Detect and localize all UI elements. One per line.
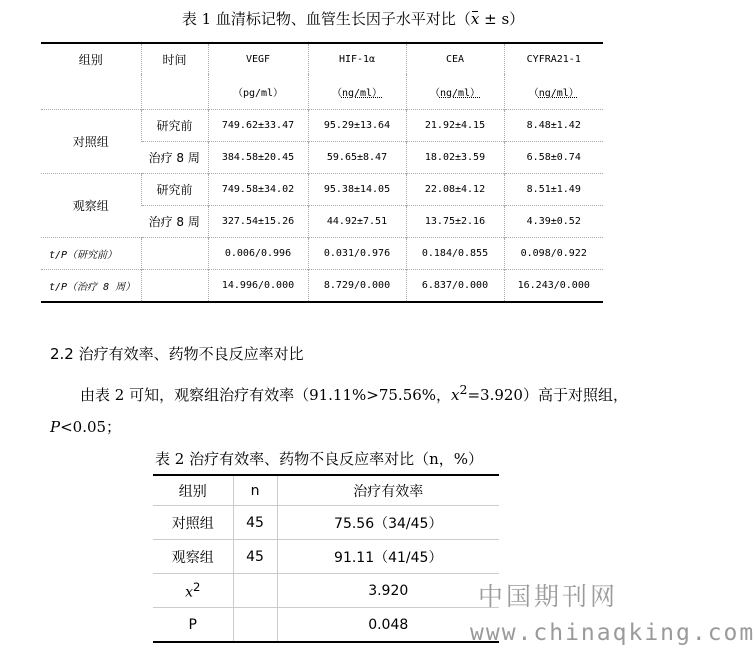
value-cell: 21.92±4.15 <box>406 110 504 142</box>
chi-label: $x^2$ <box>153 574 233 608</box>
mean-symbol: x <box>470 10 480 28</box>
stats-cell: 14.996/0.000 <box>208 270 308 303</box>
paragraph-line-2: P<0.05； <box>50 418 122 436</box>
unit-cyfra: （ng/ml） <box>504 74 603 110</box>
time-cell: 治疗 8 周 <box>141 206 208 238</box>
rate-cell: 75.56（34/45） <box>277 506 499 540</box>
p-symbol: P <box>50 418 61 436</box>
value-cell: 327.54±15.26 <box>208 206 308 238</box>
stats-cell: 0.098/0.922 <box>504 238 603 270</box>
table1-header-row <box>41 43 603 74</box>
table-row <box>41 174 603 206</box>
header-group: 组别 <box>41 43 141 74</box>
p-label: P <box>153 608 233 643</box>
chi-symbol: x <box>451 386 460 404</box>
value-cell: 749.58±34.02 <box>208 174 308 206</box>
unit-cea: （ng/ml） <box>406 74 504 110</box>
watermark-cn: 中国期刊网 <box>478 582 619 611</box>
header-rate: 治疗有效率 <box>277 475 499 506</box>
header-time: 时间 <box>141 43 208 74</box>
rate-cell: 91.11（41/45） <box>277 540 499 574</box>
value-cell: 8.48±1.42 <box>504 110 603 142</box>
header-vegf: VEGF <box>208 43 308 74</box>
group-name: 对照组 <box>153 506 233 540</box>
value-cell: 22.08±4.12 <box>406 174 504 206</box>
unit-hif: （ng/ml） <box>308 74 406 110</box>
header-cea: CEA <box>406 43 504 74</box>
stats-row <box>41 270 603 303</box>
header-hif: HIF-1α <box>308 43 406 74</box>
stats-cell: 8.729/0.000 <box>308 270 406 303</box>
table-row <box>153 506 499 540</box>
value-cell: 4.39±0.52 <box>504 206 603 238</box>
table2-header-row <box>153 475 499 506</box>
table1-title-suffix: ± s） <box>479 10 525 28</box>
stats-cell: 6.837/0.000 <box>406 270 504 303</box>
header-n: n <box>233 475 277 506</box>
chi-value: 3.920 <box>277 574 499 608</box>
value-cell: 384.58±20.45 <box>208 142 308 174</box>
value-cell: 95.29±13.64 <box>308 110 406 142</box>
stats-cell: 0.006/0.996 <box>208 238 308 270</box>
group-name: 观察组 <box>153 540 233 574</box>
watermark-url: www.chinaqking.com <box>470 620 755 646</box>
stats-cell: 0.031/0.976 <box>308 238 406 270</box>
header-group: 组别 <box>153 475 233 506</box>
group-name: 观察组 <box>41 174 141 238</box>
stats-cell: 16.243/0.000 <box>504 270 603 303</box>
table1 <box>41 42 603 303</box>
time-cell: 研究前 <box>141 110 208 142</box>
stats-label: t/P（治疗 8 周） <box>41 270 141 303</box>
stats-label: t/P（研究前） <box>41 238 141 270</box>
value-cell: 13.75±2.16 <box>406 206 504 238</box>
chi-superscript: 2 <box>459 382 468 397</box>
table1-title-prefix: 表 1 血清标记物、血管生长因子水平对比（ <box>181 10 471 28</box>
n-cell: 45 <box>233 540 277 574</box>
header-cyfra: CYFRA21-1 <box>504 43 603 74</box>
paragraph-line-1: 由表 2 可知，观察组治疗有效率（91.11%>75.56%，$x^2=3.920$）高于对照组， <box>80 382 628 404</box>
section-heading: 2.2 治疗有效率、药物不良反应率对比 <box>50 345 304 363</box>
value-cell: 749.62±33.47 <box>208 110 308 142</box>
table-row <box>41 110 603 142</box>
value-cell: 95.38±14.05 <box>308 174 406 206</box>
table1-unit-row <box>41 74 603 110</box>
time-cell: 研究前 <box>141 174 208 206</box>
n-cell: 45 <box>233 506 277 540</box>
group-name: 对照组 <box>41 110 141 174</box>
table2 <box>153 474 499 643</box>
value-cell: 6.58±0.74 <box>504 142 603 174</box>
table-row <box>153 540 499 574</box>
stats-cell: 0.184/0.855 <box>406 238 504 270</box>
stats-row <box>41 238 603 270</box>
time-cell: 治疗 8 周 <box>141 142 208 174</box>
value-cell: 18.02±3.59 <box>406 142 504 174</box>
table2-title: 表 2 治疗有效率、药物不良反应率对比（n，%） <box>155 450 483 468</box>
unit-vegf: （pg/ml） <box>208 74 308 110</box>
chi-row <box>153 574 499 608</box>
value-cell: 8.51±1.49 <box>504 174 603 206</box>
value-cell: 44.92±7.51 <box>308 206 406 238</box>
value-cell: 59.65±8.47 <box>308 142 406 174</box>
p-value: 0.048 <box>277 608 499 643</box>
p-row <box>153 608 499 643</box>
table1-title <box>0 8 706 29</box>
